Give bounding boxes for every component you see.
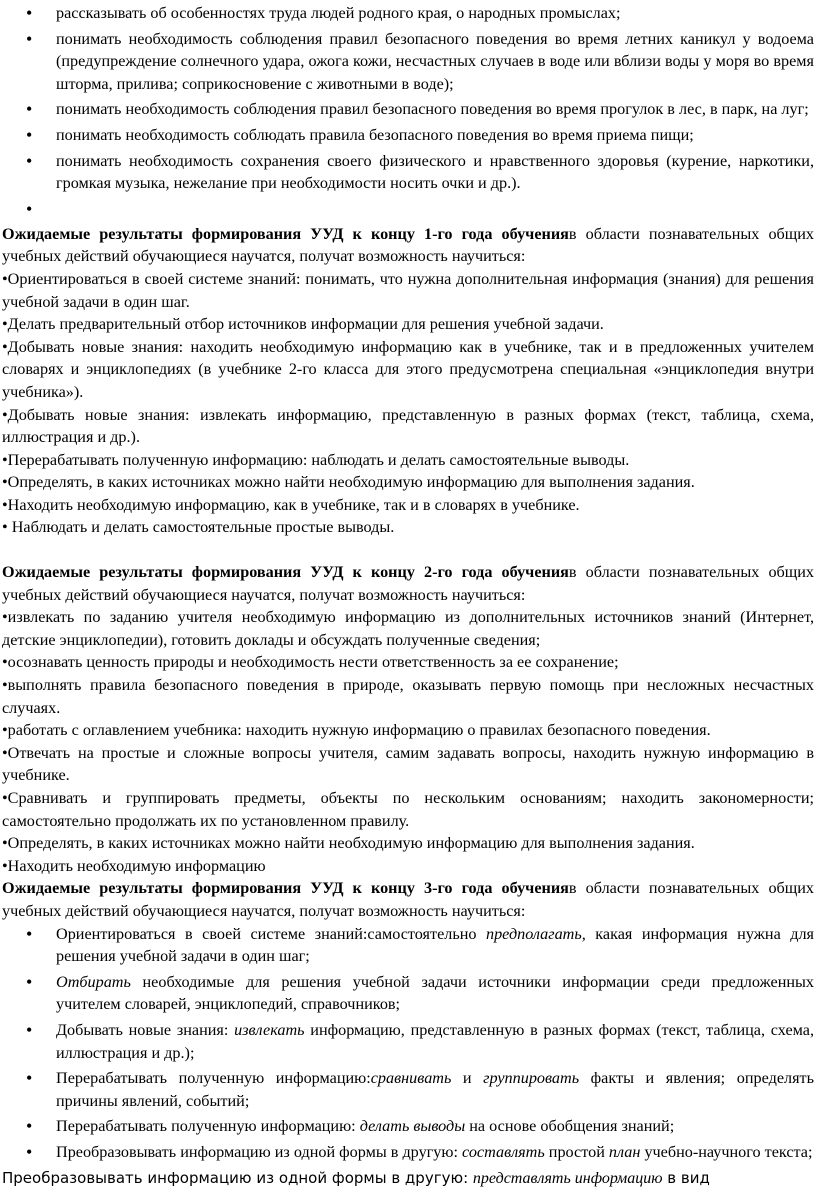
paragraph: •работать с оглавлением учебника: находить нужную информацию о правилах безопасного поведения. [2,719,814,742]
list-item: • понимать необходимость соблюдать правила безопасного поведения во время приема пищи; [56,124,814,147]
grade3-heading [2,877,814,922]
list-item: • Перерабатывать полученную информацию:сравнивать и группировать факты и явления; определять причины явлений, событий; [56,1067,814,1112]
paragraph: •Определять, в каких источниках можно найти необходимую информацию для выполнения задания. [2,471,814,494]
spacer [2,539,814,561]
list-item: • понимать необходимость соблюдения правил безопасного поведения во время прогулок в лес, в парк, на луг; [56,98,814,121]
paragraph: •Добывать новые знания: находить необходимую информацию как в учебнике, так и в предложенных учителем словарях и энциклопедиях (в учебнике 2-го класса для этого предусмотрена специальная «энциклопедия внутри учебника»). [2,336,814,404]
document-page [2,2,814,1190]
paragraph: •Делать предварительный отбор источников информации для решения учебной задачи. [2,313,814,336]
grade2-heading [2,561,814,606]
paragraph: •Сравнивать и группировать предметы, объекты по нескольким основаниям; находить закономерности; самостоятельно продолжать их по установленном правилу. [2,787,814,832]
paragraph: •Добывать новые знания: извлекать информацию, представленную в разных формах (текст, таблица, схема, иллюстрация и др.). [2,404,814,449]
grade3-heading-bold: Ожидаемые результаты формирования УУД к концу 3-го года обучения [2,879,569,897]
list-item: • Преобразовывать информацию из одной формы в другую: составлять простой план учебно-научного текста; [56,1141,814,1164]
list-item: • Добывать новые знания: извлекать информацию, представленную в разных формах (текст, таблица, схема, иллюстрация и др.); [56,1019,814,1064]
grade1-heading [2,223,814,268]
paragraph: •выполнять правила безопасного поведения в природе, оказывать первую помощь при несложных несчастных случаях. [2,674,814,719]
paragraph: •Отвечать на простые и сложные вопросы учителя, самим задавать вопросы, находить нужную информацию в учебнике. [2,742,814,787]
paragraph: •извлекать по заданию учителя необходимую информацию из дополнительных источников знаний (Интернет, детские энциклопедии), готовить доклады и обсуждать полученные сведения; [2,606,814,651]
last-line: Преобразовывать информацию из одной формы в другую: представлять информацию в вид [2,1167,814,1190]
empty-list-item [56,198,814,220]
paragraph: • Наблюдать и делать самостоятельные простые выводы. [2,516,814,539]
list-item: • Отбирать необходимые для решения учебной задачи источники информации среди предложенных учителем словарей, энциклопедий, справочников; [56,971,814,1016]
list-item: • Ориентироваться в своей системе знаний:самостоятельно предполагать, какая информация нужна для решения учебной задачи в один шаг; [56,923,814,968]
grade2-heading-bold: Ожидаемые результаты формирования УУД к концу 2-го года обучения [2,563,569,581]
grade1-heading-rest: в области познавательных общих учебных действий обучающиеся научатся, получат возможность научиться: [2,225,814,266]
paragraph: •осознавать ценность природы и необходимость нести ответственность за ее сохранение; [2,651,814,674]
list-item: • Перерабатывать полученную информацию: делать выводы на основе обобщения знаний; [56,1115,814,1138]
paragraph: •Находить необходимую информацию, как в учебнике, так и в словарях в учебнике. [2,494,814,517]
paragraph: •Находить необходимую информацию [2,855,814,878]
paragraph: •Перерабатывать полученную информацию: наблюдать и делать самостоятельные выводы. [2,449,814,472]
paragraph: •Определять, в каких источниках можно найти необходимую информацию для выполнения задания. [2,832,814,855]
paragraph: •Ориентироваться в своей системе знаний: понимать, что нужна дополнительная информация (знания) для решения учебной задачи в один шаг. [2,268,814,313]
grade3-bullet-list [2,923,814,1164]
list-item: • понимать необходимость сохранения своего физического и нравственного здоровья (курение, наркотики, громкая музыка, нежелание при необходимости носить очки и др.). [56,150,814,195]
grade3-heading-rest: в области познавательных общих учебных действий обучающиеся научатся, получат возможность научиться: [2,879,814,920]
grade1-heading-bold: Ожидаемые результаты формирования УУД к концу 1-го года обучения [2,225,569,243]
list-item: • понимать необходимость соблюдения правил безопасного поведения во время летних каникул у водоема (предупреждение солнечного удара, ожога кожи, несчастных случаев в воде или вблизи воды у моря во время шторма, прилива; соприкосновение с животными в воде); [56,28,814,96]
grade2-heading-rest: в области познавательных общих учебных действий обучающиеся научатся, получат возможность научиться: [2,563,814,604]
top-bullet-list [2,2,814,220]
list-item: • рассказывать об особенностях труда людей родного края, о народных промыслах; [56,2,814,25]
